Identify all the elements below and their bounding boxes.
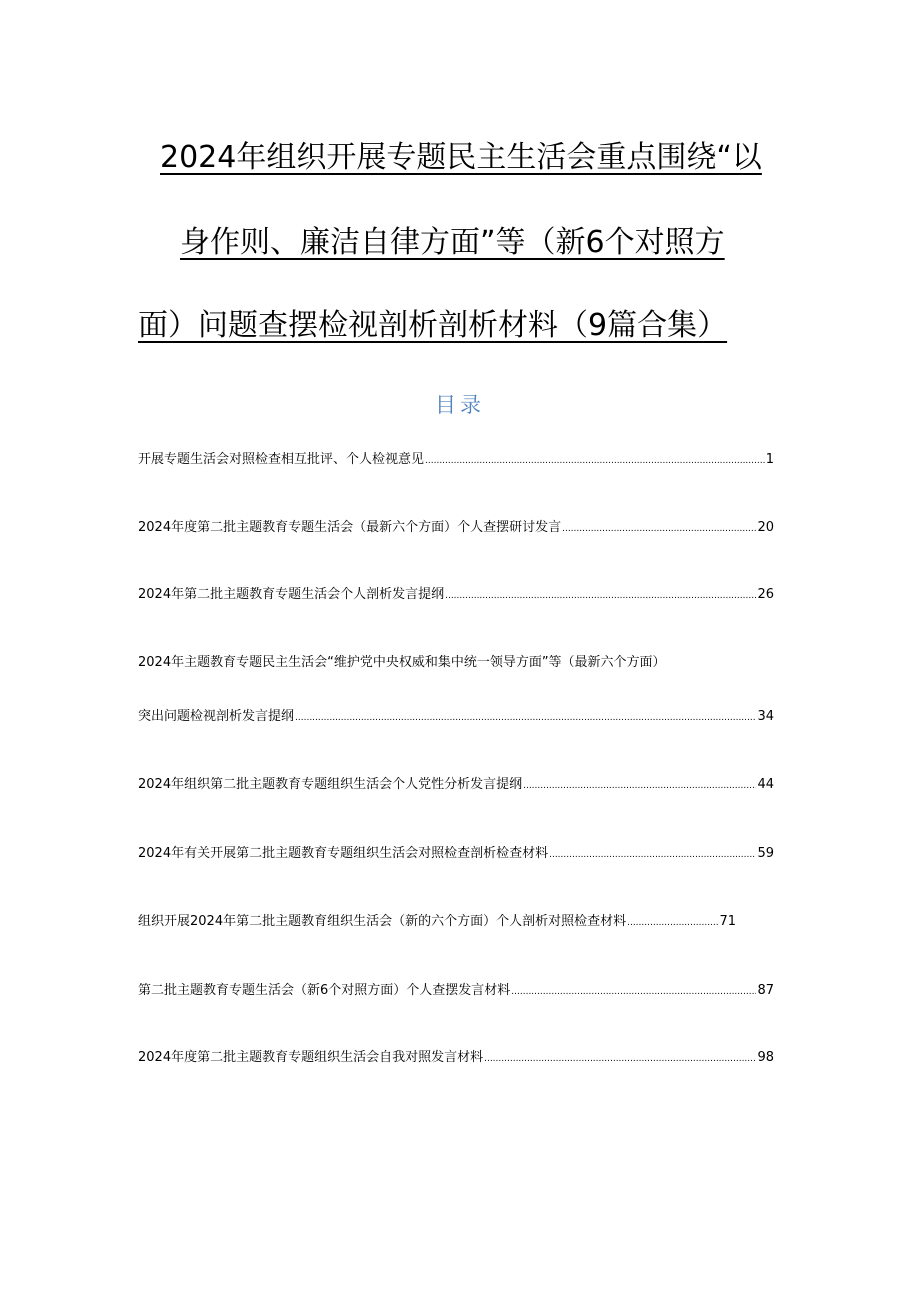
toc-entry[interactable] xyxy=(138,707,774,728)
title-line-3: 面）问题查摆检视剖析剖析材料（9篇合集） xyxy=(138,308,728,343)
toc-entry-page: 34 xyxy=(757,709,774,724)
toc-entry[interactable] xyxy=(138,450,774,471)
toc-entry-title: 2024年组织第二批主题教育专题组织生活会个人党性分析发言提纲 xyxy=(138,777,523,792)
toc-entry[interactable] xyxy=(138,775,774,796)
toc-entry-title: 2024年有关开展第二批主题教育专题组织生活会对照检查剖析检查材料 xyxy=(138,846,549,861)
toc-entry[interactable] xyxy=(138,585,774,606)
toc-entry-page: 1 xyxy=(765,452,774,467)
toc-entry-page: 20 xyxy=(757,520,774,535)
toc-leader-dots xyxy=(549,845,756,865)
toc-entry-title: 2024年度第二批主题教育专题生活会（最新六个方面）个人查摆研讨发言 xyxy=(138,520,562,535)
toc-leader-dots xyxy=(511,982,756,1002)
toc-entry-title: 组织开展2024年第二批主题教育组织生活会（新的六个方面）个人剖析对照检查材料 xyxy=(138,914,627,929)
toc-entry-page: 59 xyxy=(757,846,774,861)
title-line-2: 身作则、廉洁自律方面”等（新6个对照方 xyxy=(180,225,725,260)
toc-entry[interactable] xyxy=(138,981,774,1002)
toc-leader-dots xyxy=(484,1049,756,1069)
toc-entry-page: 87 xyxy=(757,983,774,998)
title-line-1: 2024年组织开展专题民主生活会重点围绕“以 xyxy=(160,140,762,175)
toc-entry-title: 2024年度第二批主题教育专题组织生活会自我对照发言材料 xyxy=(138,1050,484,1065)
toc-entry-title: 突出问题检视剖析发言提纲 xyxy=(138,709,295,724)
toc-entry-title: 开展专题生活会对照检查相互批评、个人检视意见 xyxy=(138,452,425,467)
toc-leader-dots xyxy=(562,519,756,539)
toc-leader-dots xyxy=(523,776,756,796)
toc-entry-title: 2024年第二批主题教育专题生活会个人剖析发言提纲 xyxy=(138,587,445,602)
toc-leader-dots xyxy=(627,913,718,933)
toc-entry[interactable] xyxy=(138,518,774,539)
toc-entry[interactable] xyxy=(138,1048,774,1069)
toc-leader-dots xyxy=(425,451,765,471)
toc-leader-dots xyxy=(295,708,756,728)
toc-heading: 目录 xyxy=(435,393,485,417)
toc-entry[interactable] xyxy=(138,844,774,865)
toc-entry-page: 98 xyxy=(757,1050,774,1065)
toc-leader-dots xyxy=(445,586,756,606)
toc-entry[interactable] xyxy=(138,912,736,933)
toc-entry-page: 26 xyxy=(757,587,774,602)
toc-entry-title: 第二批主题教育专题生活会（新6个对照方面）个人查摆发言材料 xyxy=(138,983,511,998)
toc-entry-page: 44 xyxy=(757,777,774,792)
toc-entry-title-line-1[interactable]: 2024年主题教育专题民主生活会“维护党中央权威和集中统一领导方面”等（最新六个方面） xyxy=(138,655,666,670)
toc-entry-page: 71 xyxy=(719,914,736,929)
